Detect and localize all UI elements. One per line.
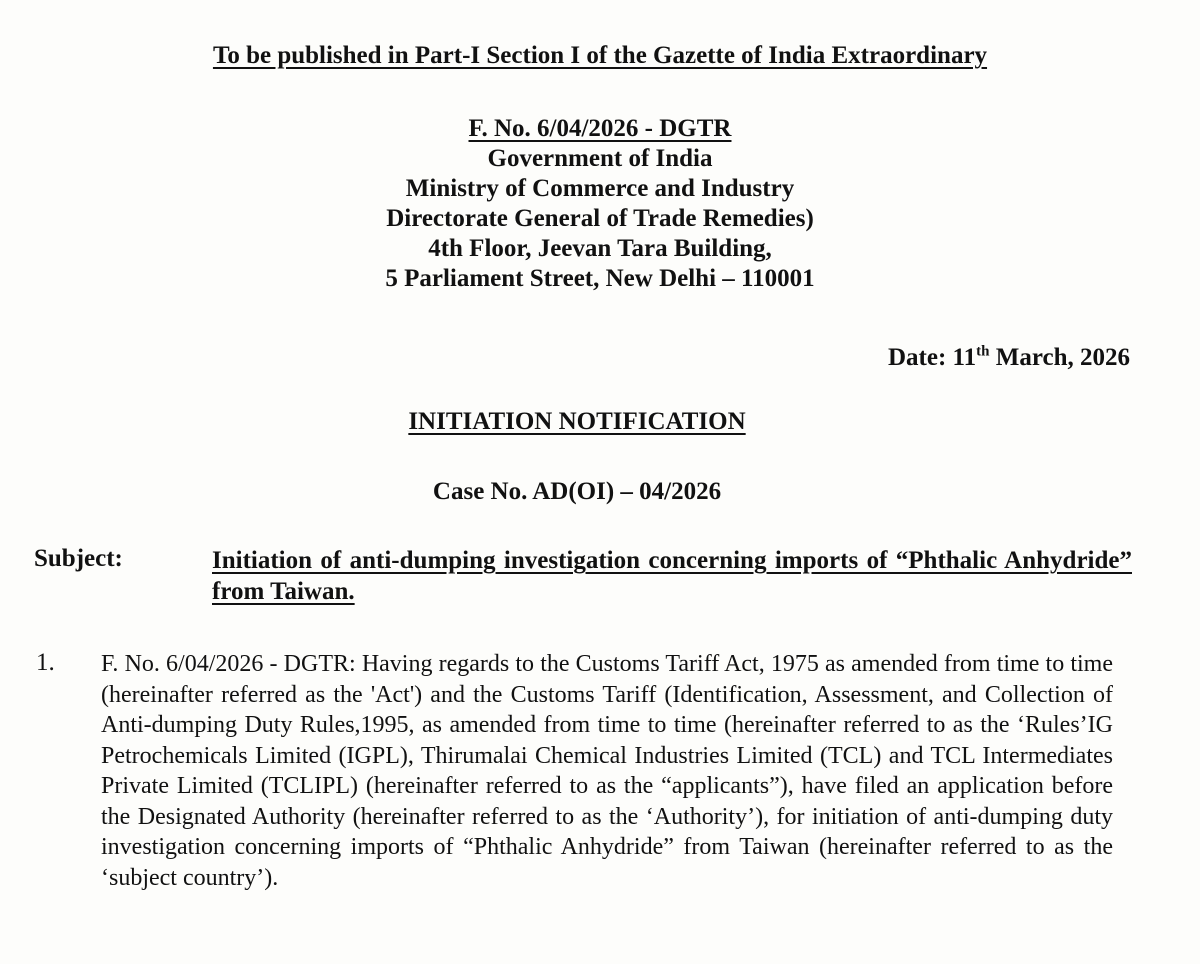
paragraph-number: 1. <box>36 649 55 676</box>
notification-date <box>888 344 1130 372</box>
date-prefix: Date: 11 <box>887 344 977 371</box>
subject-text: Initiation of anti-dumping investigation concerning imports of “Phthalic Anhydride” from Taiwan. <box>212 547 1132 605</box>
letterhead <box>0 114 1200 294</box>
date-superscript: th <box>976 343 990 360</box>
address-line-2: 5 Parliament Street, New Delhi – 110001 <box>385 265 815 292</box>
date-suffix: March, 2026 <box>989 344 1130 371</box>
ministry-line: Ministry of Commerce and Industry <box>405 175 795 202</box>
address-line-1: 4th Floor, Jeevan Tara Building, <box>428 235 772 262</box>
paragraph-text: F. No. 6/04/2026 - DGTR: Having regards to the Customs Tariff Act, 1975 as amended from time to time (hereinafter referred as the 'Act') and the Customs Tariff (Identification, Assessment, and Collection of Anti-dumping Duty Rules,1995, as amended from time to time (hereinafter referred to as the ‘Rules’IG Petrochemicals Limited (IGPL), Thirumalai Chemical Industries Limited (TCL) and TCL Intermediates Private Limited (TCLIPL) (hereinafter referred to as the “applicants”), have filed an application before the Designated Authority (hereinafter referred to as the ‘Authority’), for initiation of anti-dumping duty investigation concerning imports of “Phthalic Anhydride” from Taiwan (hereinafter referred to as the ‘subject country’). <box>101 651 1113 891</box>
government-line: Government of India <box>487 145 713 172</box>
gazette-publication-line: To be published in Part-I Section I of the Gazette of India Extraordinary <box>212 42 988 69</box>
notification-title: INITIATION NOTIFICATION <box>408 408 746 435</box>
directorate-line: Directorate General of Trade Remedies) <box>386 205 814 232</box>
subject-label: Subject: <box>34 545 123 572</box>
case-number: Case No. AD(OI) – 04/2026 <box>432 478 722 505</box>
file-number: F. No. 6/04/2026 - DGTR <box>468 115 732 142</box>
